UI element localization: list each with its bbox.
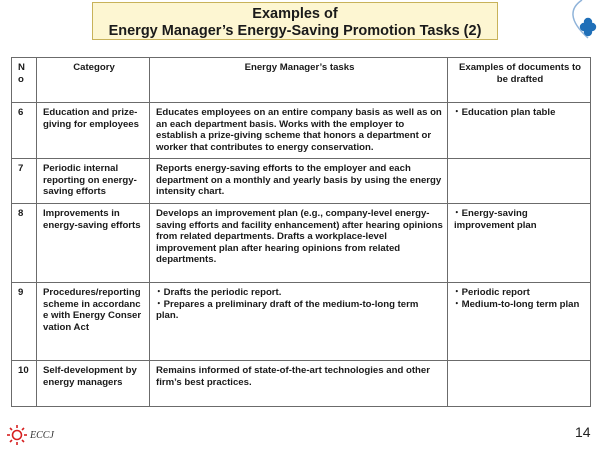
row-number: 7 — [12, 159, 37, 204]
clover-logo-icon — [562, 0, 600, 40]
table-row — [12, 204, 591, 283]
row-tasks: Remains informed of state-of-the-art technologies and other firm’s best practices. — [150, 361, 448, 407]
eccj-logo — [6, 424, 66, 446]
table-header-row — [12, 58, 591, 103]
header-documents: Examples of documents to be drafted — [448, 58, 591, 103]
row-category: Periodic internal reporting on energy-saving efforts — [37, 159, 150, 204]
slide-title-line1: Examples of — [252, 6, 338, 22]
eccj-brand-text: ECCJ — [30, 430, 54, 441]
row-category: Self-development by energy managers — [37, 361, 150, 407]
row-number: 8 — [12, 204, 37, 283]
row-documents — [448, 159, 591, 204]
slide-title-line2: Energy Manager’s Energy-Saving Promotion Tasks (2) — [108, 23, 482, 39]
tasks-table — [11, 57, 591, 407]
document-item: ・ Education plan table — [454, 107, 586, 119]
row-tasks: Develops an improvement plan (e.g., company-level energy-saving efforts and facility enhancement) after hearing opinions from related departments. Drafts a workplace-level improvement plan after hearing opinions from related departments. — [150, 204, 448, 283]
header-no: N o — [12, 58, 37, 103]
row-documents — [448, 204, 591, 283]
row-number: 10 — [12, 361, 37, 407]
row-tasks — [150, 283, 448, 361]
table-row — [12, 159, 591, 204]
table-row — [12, 283, 591, 361]
row-category: Improvements in energy-saving efforts — [37, 204, 150, 283]
row-category: Procedures/reporting scheme in accordance with Energy Conservation Act — [37, 283, 150, 361]
row-documents — [448, 361, 591, 407]
table-row — [12, 361, 591, 407]
eccj-sun-icon — [6, 424, 28, 446]
slide-title-box — [92, 2, 498, 40]
header-category: Category — [37, 58, 150, 103]
row-number: 9 — [12, 283, 37, 361]
task-item: ・ Drafts the periodic report. — [156, 287, 443, 299]
header-tasks: Energy Manager’s tasks — [150, 58, 448, 103]
task-item: ・ Prepares a preliminary draft of the medium-to-long term plan. — [156, 299, 443, 322]
row-documents — [448, 283, 591, 361]
document-item: ・ Periodic report — [454, 287, 586, 299]
row-tasks: Educates employees on an entire company basis as well as on an each department basis. Works with the employer to establish a prize-giving scheme that honors a department or worker that contributes to energy conservation. — [150, 103, 448, 159]
document-item: ・ Energy-saving improvement plan — [454, 208, 586, 231]
row-tasks: Reports energy-saving efforts to the employer and each department on a monthly and yearly basis by using the energy intensity chart. — [150, 159, 448, 204]
row-category: Education and prize-giving for employees — [37, 103, 150, 159]
row-documents — [448, 103, 591, 159]
row-number: 6 — [12, 103, 37, 159]
page-number: 14 — [575, 424, 591, 440]
table-row — [12, 103, 591, 159]
document-item: ・ Medium-to-long term plan — [454, 299, 586, 311]
